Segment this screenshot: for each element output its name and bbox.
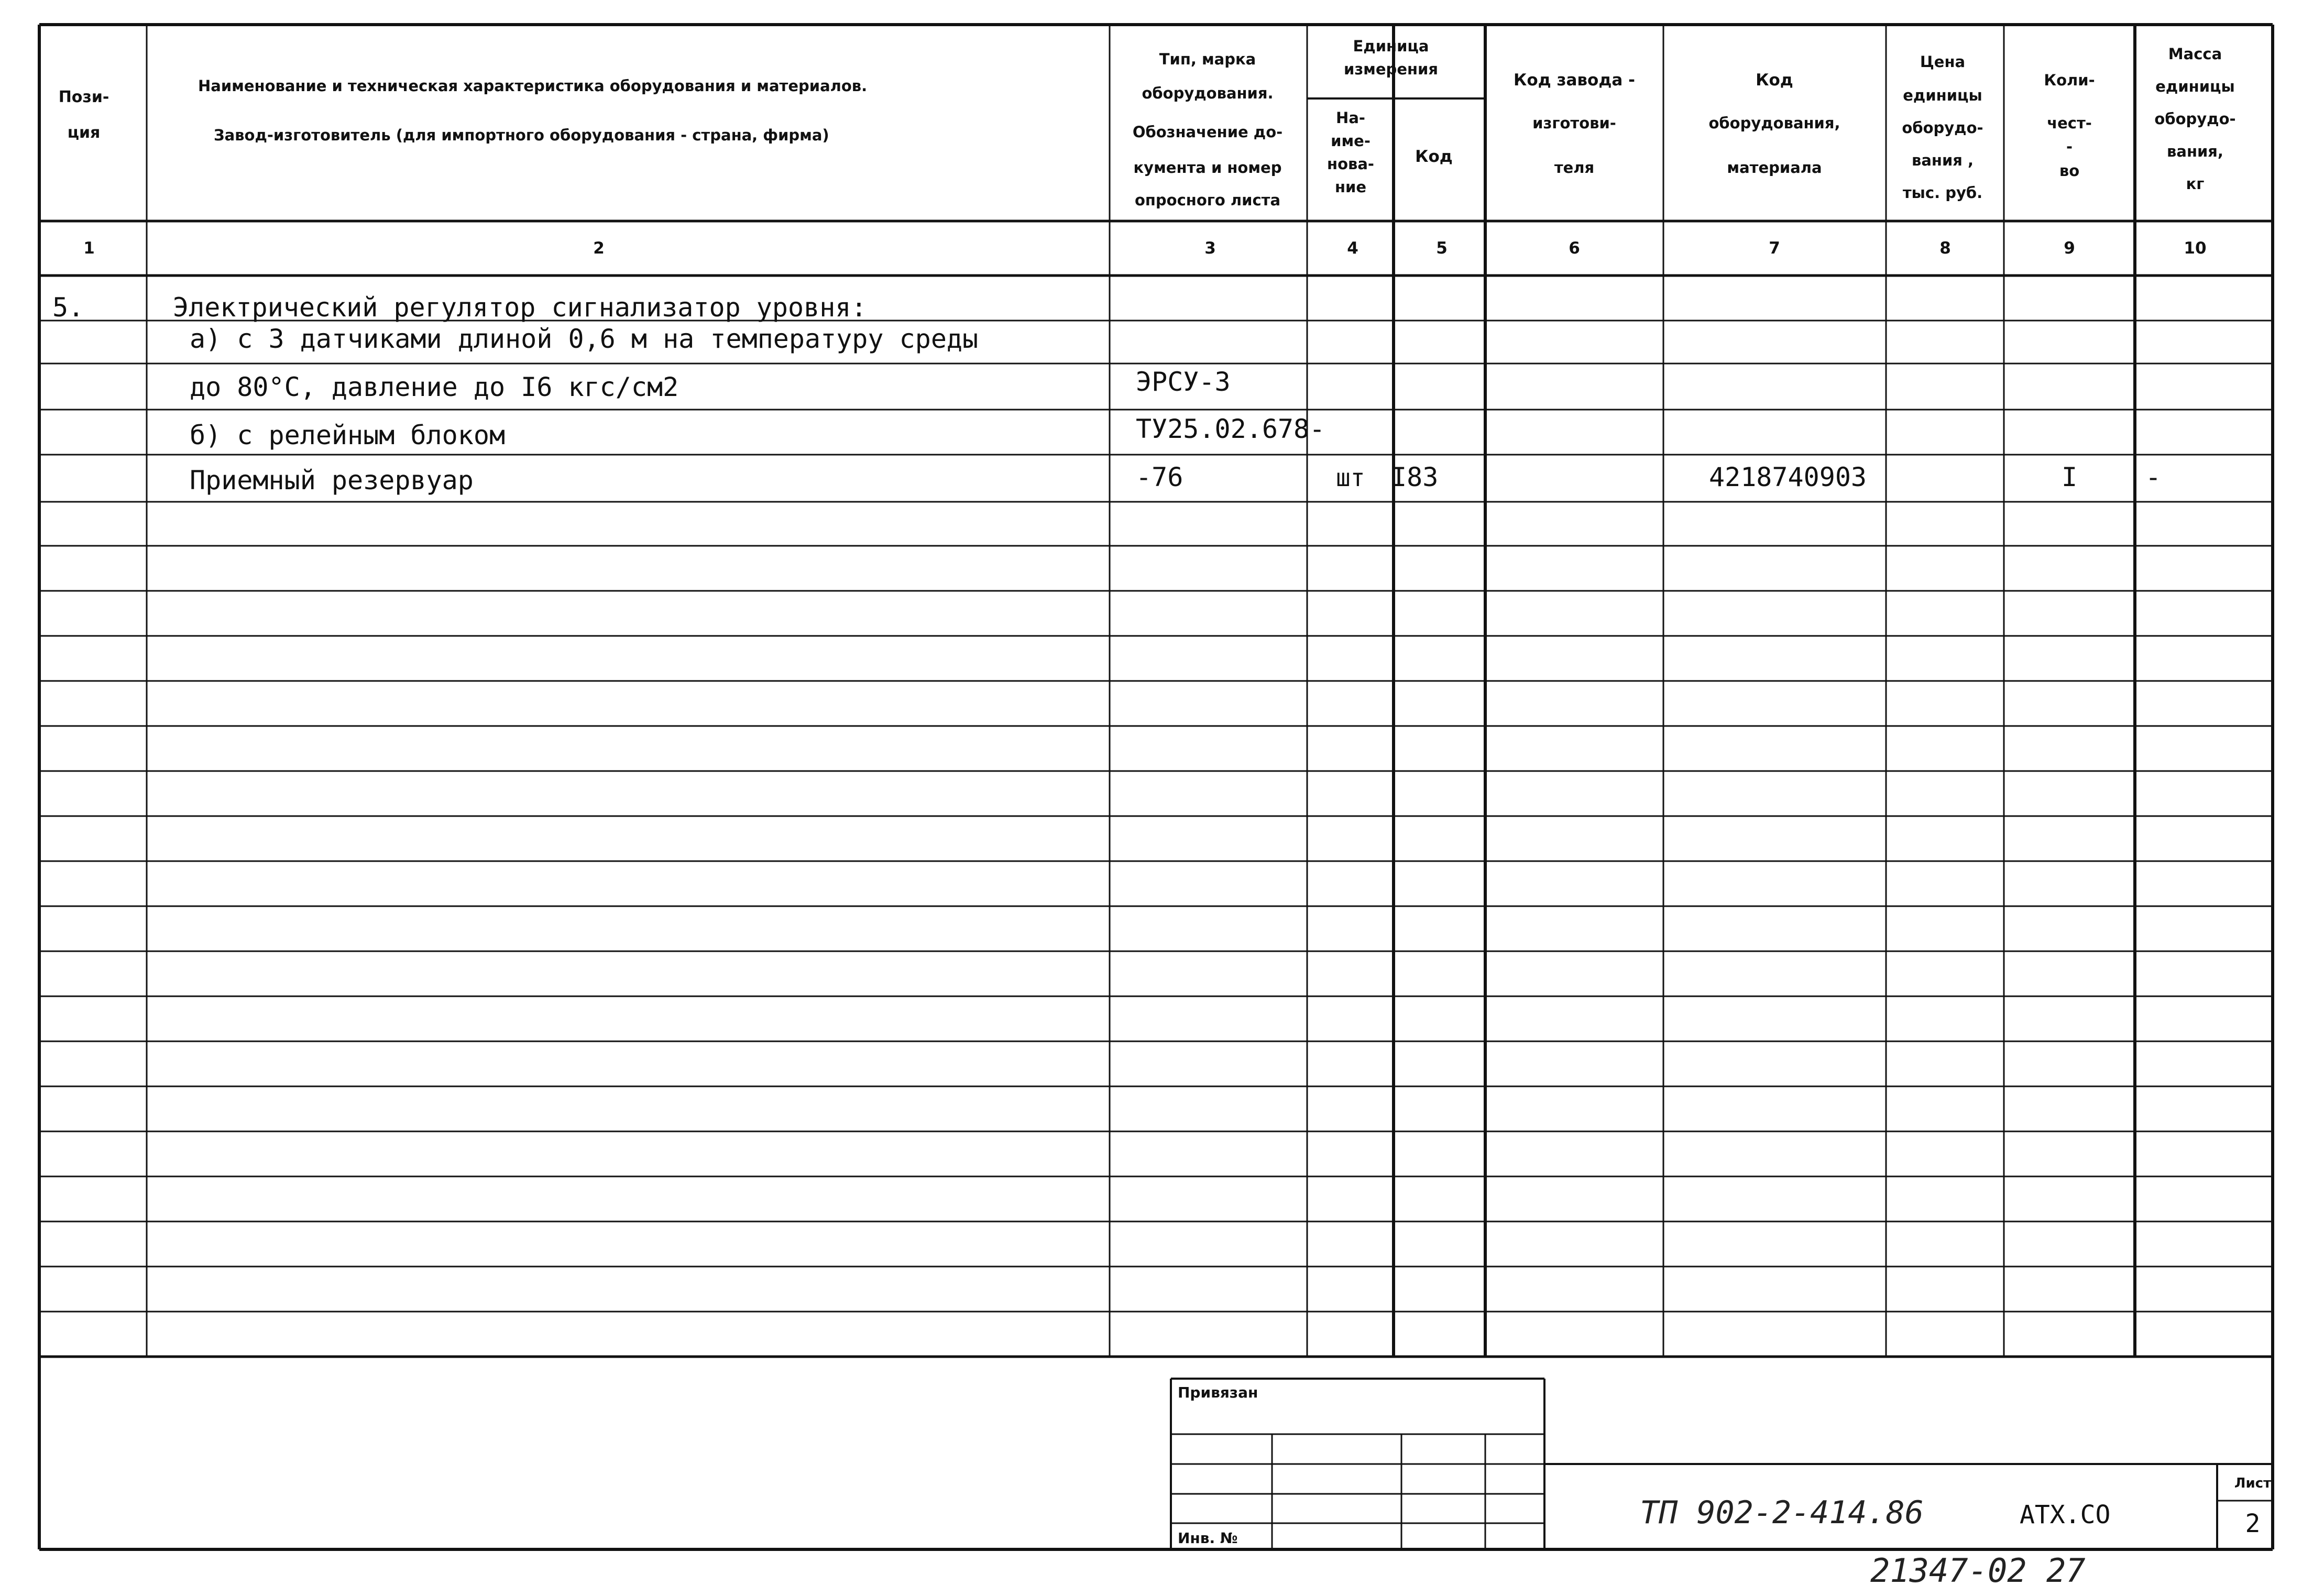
row5-mass: - bbox=[2145, 462, 2162, 492]
row4-type: ТУ25.02.678- bbox=[1136, 414, 1325, 444]
column-number-6: 6 bbox=[1569, 239, 1580, 258]
header-unit-title-line1: Единица bbox=[1353, 37, 1429, 55]
row5-equipment-code: 4218740903 bbox=[1709, 462, 1867, 492]
header-col8-line3: оборудо- bbox=[1902, 119, 1983, 137]
header-col4-line1: На- bbox=[1336, 109, 1365, 127]
stamp-linked-label: Привязан bbox=[1178, 1384, 1258, 1401]
row5-type: -76 bbox=[1136, 462, 1183, 492]
column-number-9: 9 bbox=[2064, 239, 2075, 258]
header-col8-line2: единицы bbox=[1903, 86, 1982, 104]
header-col10-line3: оборудо- bbox=[2154, 110, 2236, 128]
header-col7-line1: Код bbox=[1756, 71, 1793, 90]
row4-name: б) с релейным блоком bbox=[190, 420, 506, 450]
table-header bbox=[59, 37, 2236, 209]
column-number-4: 4 bbox=[1347, 239, 1358, 258]
row2-name: а) с 3 датчиками длиной 0,6 м на температуру среды bbox=[190, 324, 979, 354]
header-col3-line2: оборудования. bbox=[1142, 84, 1274, 102]
header-col4-line4: ние bbox=[1334, 178, 1367, 196]
column-number-10: 10 bbox=[2184, 239, 2207, 258]
header-col9-line4: во bbox=[2059, 162, 2080, 180]
header-col5: Код bbox=[1415, 147, 1453, 166]
column-number-1: 1 bbox=[83, 239, 95, 258]
header-col3-line3: Обозначение до- bbox=[1132, 123, 1283, 141]
header-col3-line1: Тип, марка bbox=[1159, 50, 1256, 68]
header-col10-line2: единицы bbox=[2155, 78, 2235, 95]
header-col7-line2: оборудования, bbox=[1708, 114, 1840, 132]
header-col2-line2: Завод-изготовитель (для импортного оборудования - страна, фирма) bbox=[214, 126, 829, 144]
header-col6-line1: Код завода - bbox=[1514, 71, 1635, 90]
column-number-3: 3 bbox=[1204, 239, 1216, 258]
header-col4-line3: нова- bbox=[1327, 155, 1374, 173]
header-col9-line1: Коли- bbox=[2044, 71, 2095, 89]
stamp-section-code: АТХ.СО bbox=[2020, 1500, 2111, 1529]
row5-unit-code: I83 bbox=[1391, 462, 1439, 492]
header-col8-line1: Цена bbox=[1920, 53, 1966, 71]
column-numbers-row bbox=[83, 239, 2206, 258]
stamp-document-code: ТП 902-2-414.86 bbox=[1640, 1494, 1924, 1531]
header-col6-line3: теля bbox=[1554, 159, 1595, 177]
row1-position: 5. bbox=[52, 292, 84, 323]
row1-name: Электрический регулятор сигнализатор уровня: bbox=[173, 292, 867, 323]
table-body bbox=[52, 292, 2161, 496]
table-grid bbox=[39, 25, 2273, 1549]
header-col4-line2: име- bbox=[1331, 132, 1371, 150]
column-number-2: 2 bbox=[593, 239, 605, 258]
header-col9-line3: - bbox=[2066, 138, 2073, 156]
header-col6-line2: изготови- bbox=[1532, 114, 1616, 132]
footer-archive-number: 21347-02 27 bbox=[1870, 1551, 2086, 1590]
header-col8-line5: тыс. руб. bbox=[1902, 184, 1983, 202]
title-block bbox=[1178, 1384, 2271, 1547]
row5-name: Приемный резервуар bbox=[190, 465, 474, 496]
header-col1-line1: Пози- bbox=[58, 88, 109, 106]
stamp-sheet-number: 2 bbox=[2245, 1509, 2261, 1538]
header-unit-title-line2: измерения bbox=[1344, 60, 1438, 78]
stamp-inventory-label: Инв. № bbox=[1178, 1529, 1238, 1547]
header-col10-line5: кг bbox=[2186, 175, 2205, 193]
header-col3-line4: кумента и номер bbox=[1133, 159, 1282, 177]
row5-quantity: I bbox=[2062, 462, 2078, 492]
column-number-8: 8 bbox=[1939, 239, 1951, 258]
header-col10-line1: Масса bbox=[2168, 45, 2222, 63]
column-number-7: 7 bbox=[1769, 239, 1780, 258]
stamp-sheet-label: Лист bbox=[2234, 1476, 2272, 1491]
header-col7-line3: материала bbox=[1727, 159, 1822, 177]
column-number-5: 5 bbox=[1436, 239, 1448, 258]
header-col2-line1: Наименование и техническая характеристика оборудования и материалов. bbox=[198, 77, 868, 95]
header-col8-line4: вания , bbox=[1911, 151, 1974, 169]
header-col3-line5: опросного листа bbox=[1134, 191, 1281, 209]
row3-type: ЭРСУ-3 bbox=[1136, 367, 1231, 397]
header-col10-line4: вания, bbox=[2167, 142, 2223, 160]
header-col1-line2: ция bbox=[67, 124, 101, 142]
row5-unit: шт bbox=[1336, 464, 1365, 492]
row3-name: до 80°С, давление до I6 кгс/см2 bbox=[190, 372, 679, 402]
header-col9-line2: чест- bbox=[2047, 114, 2092, 132]
